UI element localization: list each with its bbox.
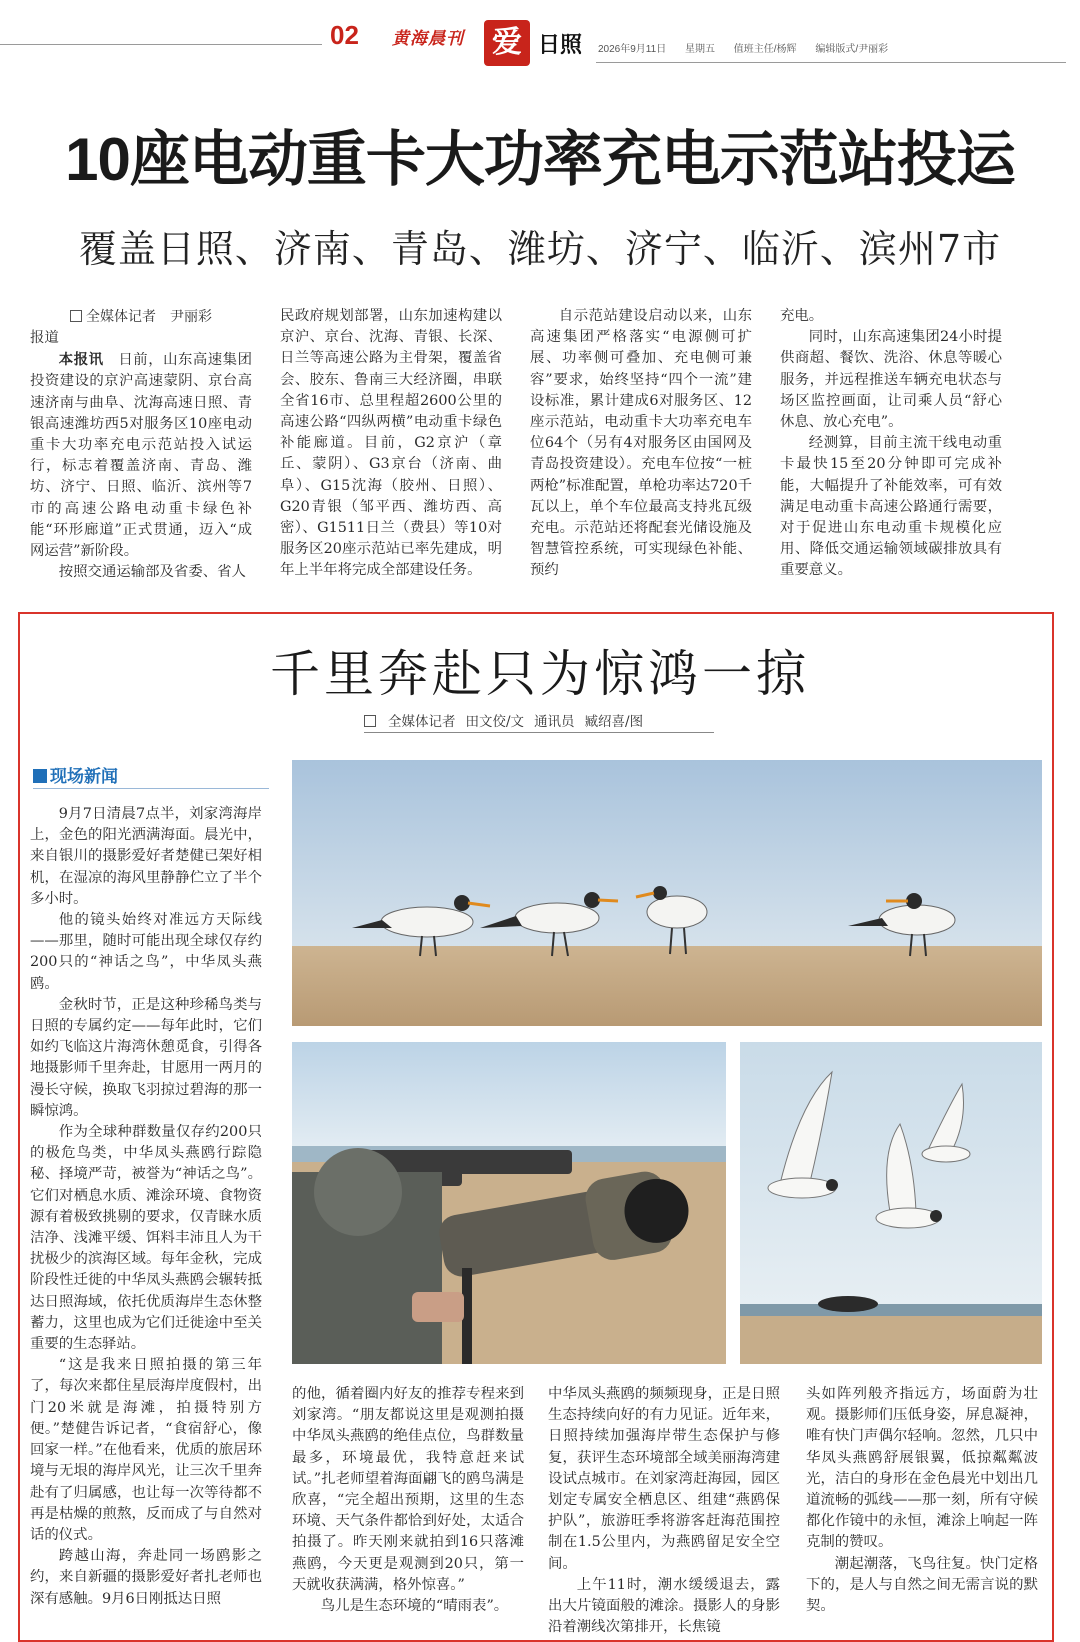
body-text: 金秋时节，正是这种珍稀鸟类与日照的专属约定——每年此时，它们如约飞临这片海湾休憩觅食，引得各地摄影师千里奔赴，甘愿用一两月的漫长守候，换取飞羽掠过碧海的那一瞬惊鸿。	[30, 996, 262, 1119]
paper-name: 黄海晨刊	[392, 29, 464, 49]
body-text: 同时，山东高速集团24小时提供商超、餐饮、洗浴、休息等暖心服务，并远程推送车辆充电状态与场区监控画面，让司乘人员“舒心休息、放心充电”。	[780, 329, 1002, 431]
feature-byline: 全媒体记者 田文佼/文 通讯员 臧绍喜/图	[364, 710, 714, 733]
body-text: “这是我来日照拍摄的第三年了，每次来都住星辰海岸度假村，出门20米就是海滩，拍摄特别方便。”楚健告诉记者，“食宿舒心，像回家一样。”在他看来，优质的旅居环境与无垠的海岸风光，让三次千里奔赴有了归属感，也让每一次等待都不再是枯燥的煎熬，反而成了与自然对话的仪式。	[30, 1357, 262, 1543]
duty-editor: 值班主任/杨辉	[733, 44, 797, 55]
body-text: 鸟儿是生态环境的“晴雨表”。	[320, 1598, 509, 1615]
feature-column-2	[292, 1384, 524, 1634]
top-story-subhead: 覆盖日照、济南、青岛、潍坊、济宁、临沂、滨州7市	[78, 227, 1002, 271]
issue-weekday: 星期五	[684, 44, 715, 55]
tag-rule	[33, 788, 269, 789]
byline-box-icon	[364, 715, 376, 727]
top-story-column-1	[30, 328, 252, 581]
body-text: 的他，循着圈内好友的推荐专程来到刘家湾。“朋友都说这里是观测拍摄中华凤头燕鸥的绝佳点位，鸟群数量最多，环境最优，我特意赶来试试。”扎老师望着海面翩飞的鸥鸟满是欣喜，“完全超出预期，这里的生态环境、天气条件都恰到好处，太适合拍摄了。昨天刚来就拍到16只落滩燕鸥，今天更是观测到20只，第一天就收获满满，格外惊喜。”	[292, 1386, 524, 1593]
body-text: 头如阵列般齐指远方，场面蔚为壮观。摄影师们压低身姿，屏息凝神，唯有快门声偶尔轻响。忽然，几只中华凤头燕鸥舒展银翼，低掠粼粼波光，洁白的身形在金色晨光中划出几道流畅的弧线——那一刻，所有守候都化作镜中的永恒，滩涂上响起一阵克制的赞叹。	[806, 1386, 1038, 1551]
terns-in-flight-photo	[740, 1042, 1042, 1364]
body-text: 上午11时，潮水缓缓退去，露出大片镜面般的滩涂。摄影人的身影沿着潮线次第排开，长焦镜	[548, 1576, 780, 1636]
body-text: 中华凤头燕鸥的频频现身，正是日照生态持续向好的有力见证。近年来，日照持续加强海岸带生态保护与修复，获评生态环境部全域美丽海湾建设试点城市。在刘家湾赶海园，园区划定专属安全栖息区、组建“燕鸥保护队”，旅游旺季将游客赶海范围控制在1.5公里内，为燕鸥留足安全空间。	[548, 1386, 780, 1572]
body-text: 他的镜头始终对准远方天际线——那里，随时可能出现全球仅存约200只的“神话之鸟”，中华凤头燕鸥。	[30, 912, 262, 992]
body-text: 按照交通运输部及省委、省人	[58, 564, 246, 581]
issue-date: 2026年9月11日	[598, 44, 667, 55]
issue-meta	[598, 40, 904, 55]
body-text: 民政府规划部署，山东加速构建以京沪、京台、沈海、青银、长深、日兰等高速公路为主骨架，覆盖省会、胶东、鲁南三大经济圈，串联全省16市、总里程超2600公里的高速公路“四纵两横”电动重卡绿色补能廊道。目前，G2京沪（章丘、蒙阴）、G3京台（济南、曲阜）、G15沈海（胶州、日照）、G20青银（邹平西、潍坊西、高密）、G1511日兰（费县）等10对服务区20座示范站已率先建成，明年上半年将完成全部建设任务。	[280, 308, 502, 579]
section-logo-icon: 爱	[484, 20, 530, 66]
masthead-rule-left	[0, 44, 322, 45]
feature-title: 千里奔赴只为惊鸿一掠	[270, 645, 810, 703]
body-text: 9月7日清晨7点半，刘家湾海岸上，金色的阳光洒满海面。晨光中，来自银川的摄影爱好者楚健已架好相机，在湿凉的海风里静静伫立了半个多小时。	[30, 806, 262, 907]
body-text: 潮起潮落，飞鸟往复。快门定格下的，是人与自然之间无需言说的默契。	[806, 1555, 1038, 1615]
feature-column-left	[30, 804, 262, 1634]
masthead	[0, 10, 1080, 66]
page-number: 02	[330, 20, 359, 50]
byline-box-icon	[70, 310, 82, 322]
body-text: 作为全球种群数量仅存约200只的极危鸟类，中华凤头燕鸥行踪隐秘、择境严苛，被誉为“神话之鸟”。它们对栖息水质、滩涂环境、食物资源有着极致挑剔的要求，仅青睐水质洁净、浅滩平缓、饵料丰沛且人为干扰极少的滨海区域。每年金秋，完成阶段性迁徙的中华凤头燕鸥会辗转抵达日照海域，依托优质海岸生态休整蓄力，这里也成为它们迁徙途中至关重要的生态驿站。	[30, 1124, 262, 1353]
body-text: 充电。	[780, 308, 824, 324]
layout-editor: 编辑版式/尹丽彩	[815, 44, 889, 55]
feature-column-3	[548, 1384, 780, 1634]
masthead-rule-right	[596, 62, 1066, 63]
body-text: 自示范站建设启动以来，山东高速集团严格落实“电源侧可扩展、功率侧可叠加、充电侧可兼容”要求，始终坚持“四个一流”建设标准，累计建成6对服务区、12座示范站，电动重卡大功率充电车位64个（另有4对服务区由国网及青岛投资建设）。充电车位按“一桩两枪”标准配置，单枪功率达720千瓦以上，单个车位最高支持兆瓦级充电。示范站还将配套光储设施及智慧管控系统，可实现绿色补能、预约	[530, 308, 752, 579]
top-story-column-3	[530, 306, 752, 579]
top-story-headline: 10座电动重卡大功率充电示范站投运	[65, 126, 1015, 193]
body-text: 报道	[30, 330, 59, 346]
section-tag: 现场新闻	[33, 762, 118, 787]
top-story-byline: 全媒体记者 尹丽彩	[70, 306, 212, 326]
body-text: 跨越山海，奔赴同一场鸥影之约，来自新疆的摄影爱好者扎老师也深有感触。9月6日刚抵达日照	[30, 1548, 262, 1607]
top-story-column-2	[280, 306, 502, 579]
top-story-column-4	[780, 306, 1002, 579]
body-text: 经测算，目前主流干线电动重卡最快15至20分钟即可完成补能，大幅提升了补能效率，可有效满足电动重卡高速公路通行需要，对于促进山东电动重卡规模化应用、降低交通运输领域碳排放具有重要意义。	[780, 435, 1002, 579]
section-name: 日照	[538, 32, 583, 57]
body-text: 本报讯 日前，山东高速集团投资建设的京沪高速蒙阴、京台高速济南与曲阜、沈海高速日照、青银高速潍坊西5对服务区10座电动重卡大功率充电示范站投入试运行，标志着覆盖济南、青岛、潍坊、济宁、日照、临沂、滨州等7市的高速公路电动重卡绿色补能“环形廊道”正式贯通，迈入“成网运营”新阶段。	[30, 351, 252, 560]
terns-on-beach-photo	[292, 760, 1042, 1026]
feature-column-4	[806, 1384, 1038, 1634]
tag-square-icon	[33, 769, 47, 783]
photographer-photo	[292, 1042, 726, 1364]
